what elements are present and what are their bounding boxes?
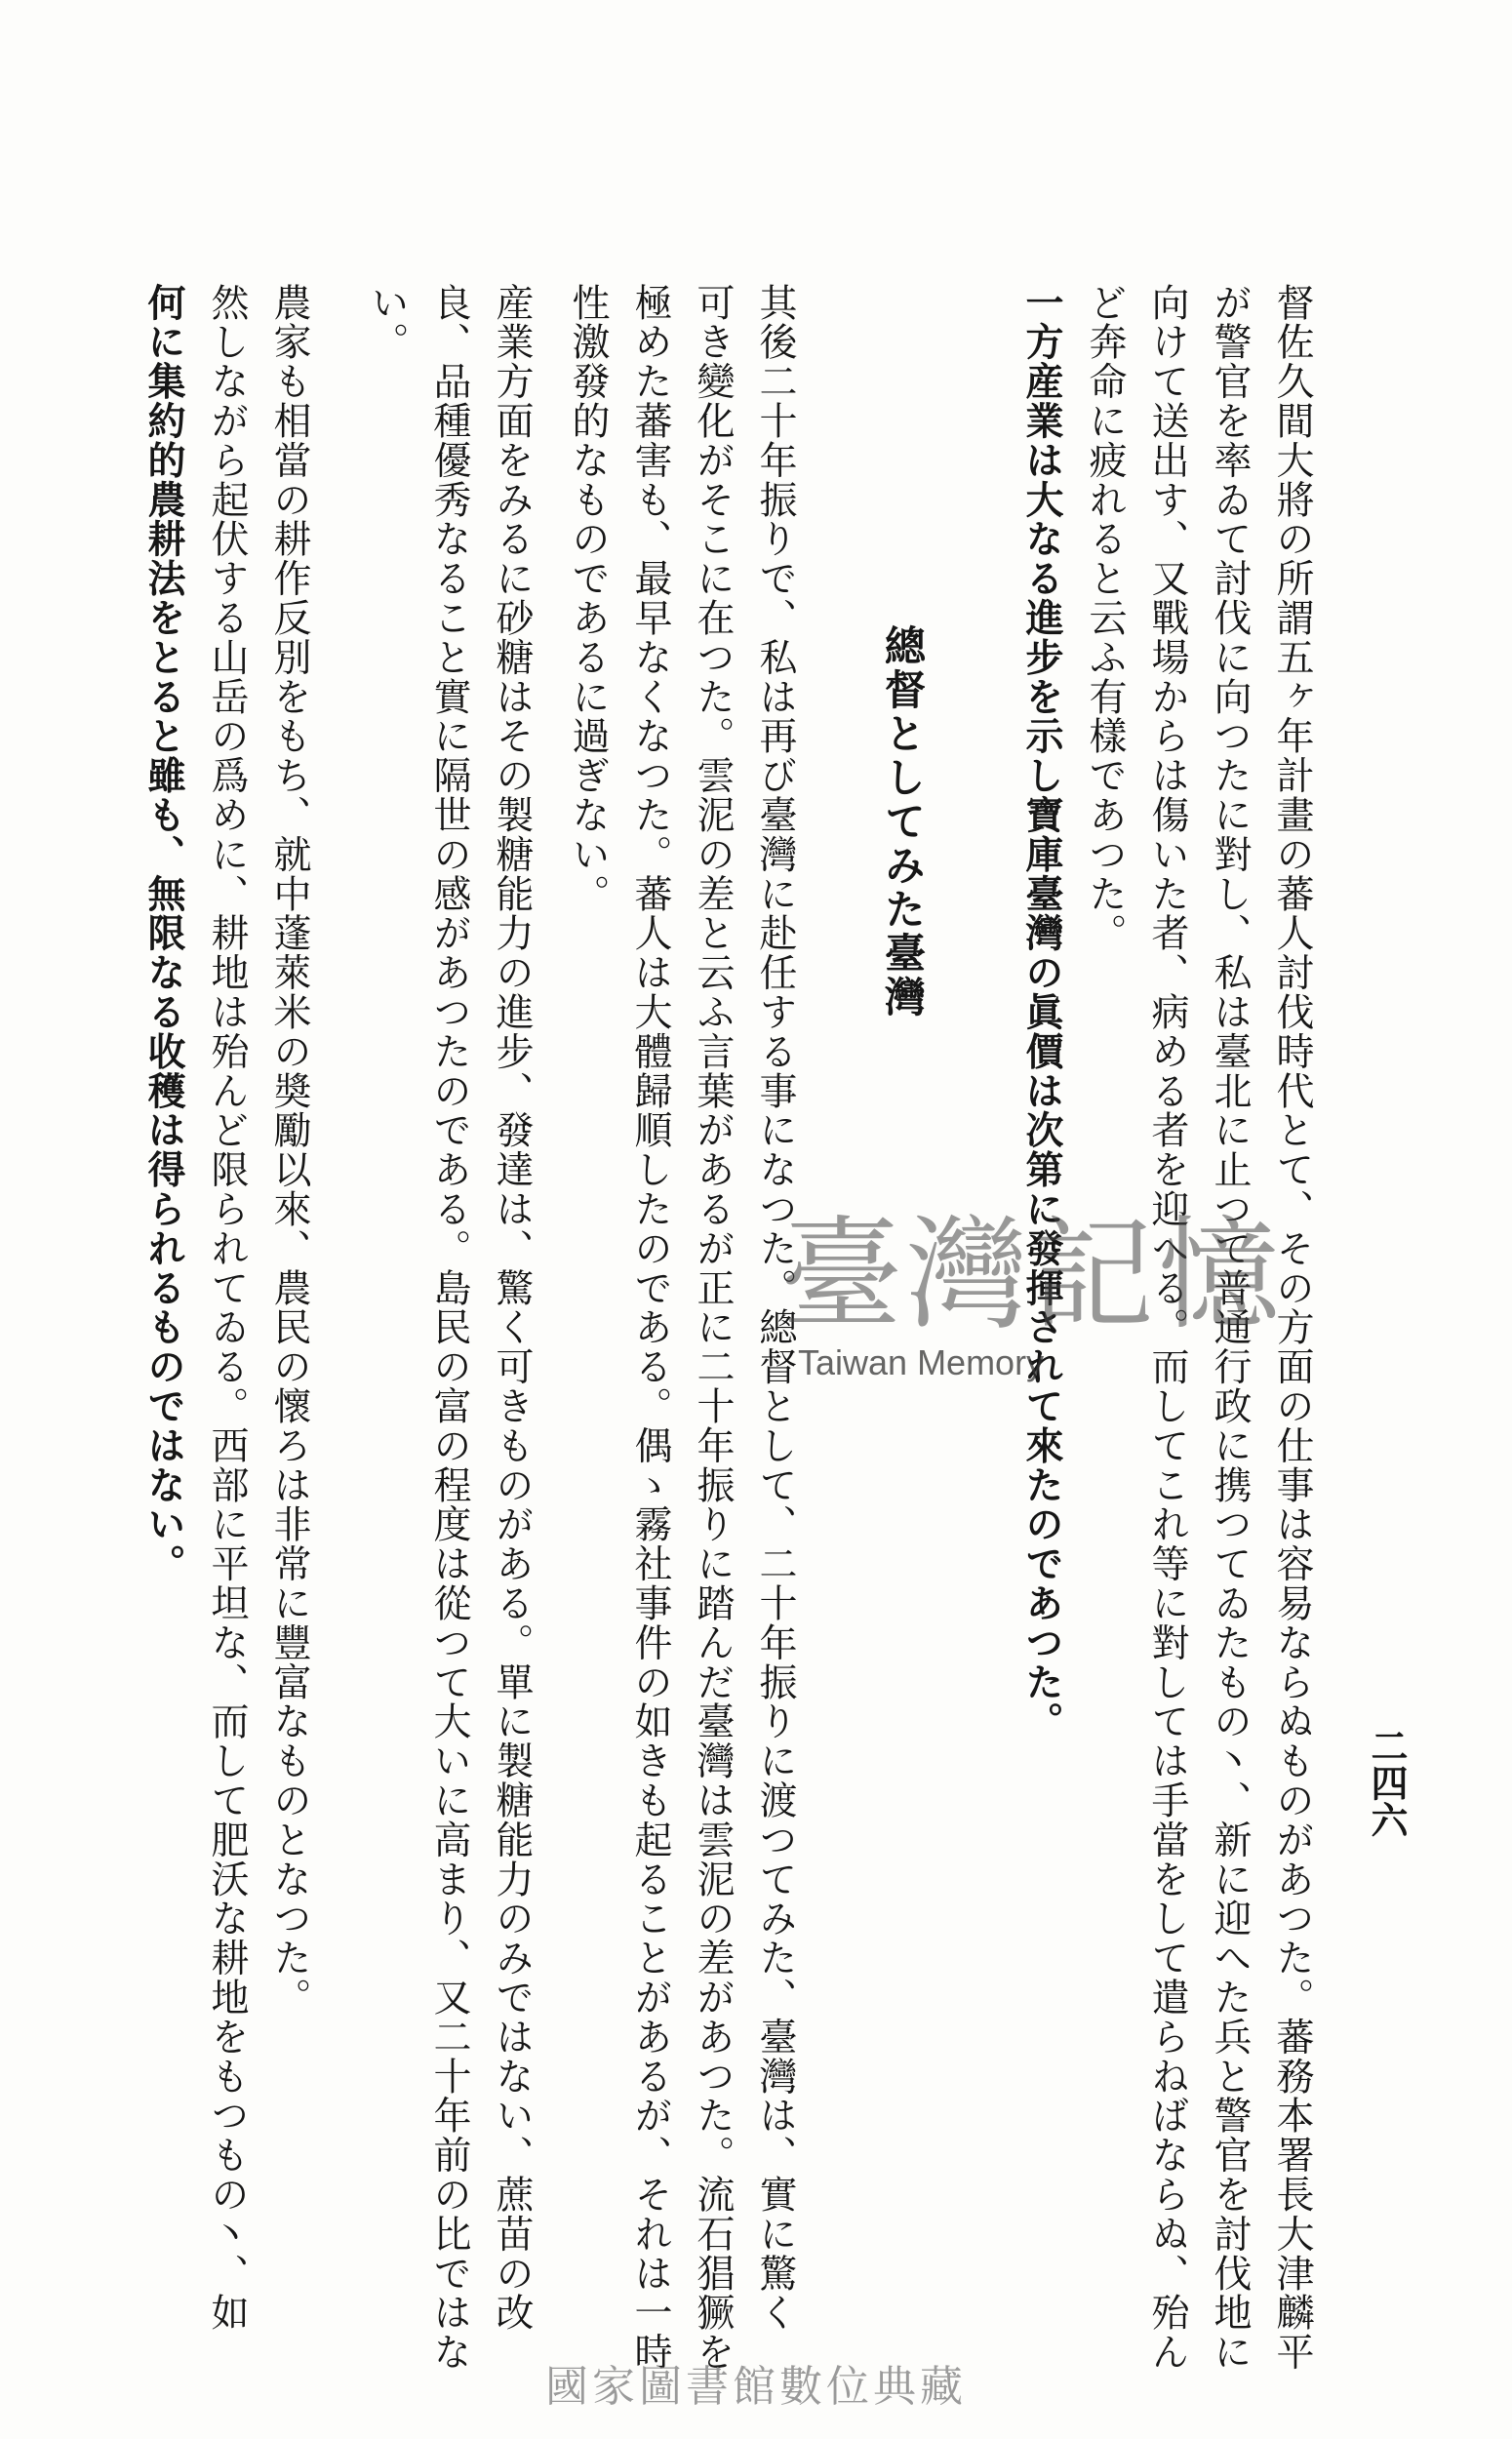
text-column-10: 産業方面をみるに砂糖はその製糖能力の進步、發達は、驚く可きものがある。單に製糖能力のみではない、蔗苗の改 — [490, 283, 534, 2333]
text-column-12: い。 — [365, 283, 409, 362]
text-column-13: 農家も相當の耕作反別をもち、就中蓬萊米の奬勵以來、農民の懷ろは非常に豐富なものとなつた。 — [267, 283, 311, 2018]
text-column-15: 何に集約的農耕法をとると雖も、無限なる收穫は得られるものではない。 — [141, 283, 186, 1584]
text-column-5: 一方産業は大なる進步を示し寶庫臺灣の眞價は次第に發揮されて來たのであつた。 — [1019, 283, 1064, 1741]
text-column-9: 性激發的なものであるに過ぎない。 — [566, 283, 610, 914]
page-number: 二四六 — [1365, 1727, 1409, 1838]
text-column-2: が警官を率ゐて討伐に向つたに對し、私は臺北に止つて普通行政に携つてゐたもの丶、新に迎へた兵と警官を討伐地に — [1208, 283, 1252, 2373]
text-column-14: 然しながら起伏する山岳の爲めに、耕地は殆んど限られてゐる。西部に平坦な、而して肥沃な耕地をもつもの丶、如 — [205, 283, 249, 2333]
watermark-title: 臺灣記憶 — [780, 1205, 1284, 1346]
footer-credit: 國家圖書館數位典藏 — [545, 2362, 967, 2412]
section-heading: 總督としてみた臺灣 — [879, 624, 927, 1020]
text-column-1: 督佐久間大將の所謂五ヶ年計畫の蕃人討伐時代とて、その方面の仕事は容易ならぬものがあつた。蕃務本署長大津麟平 — [1270, 283, 1314, 2373]
text-column-7: 可き變化がそこに在つた。雲泥の差と云ふ言葉があるが正に二十年振りに踏んだ臺灣は雲泥の差があつた。流石猖獗を — [691, 283, 735, 2373]
text-column-4: ど奔命に疲れると云ふ有樣であつた。 — [1083, 283, 1127, 953]
text-column-6: 其後二十年振りで、私は再び臺灣に赴任する事になつた。總督として、二十年振りに渡つてみた、臺灣は、實に驚く — [753, 283, 797, 2333]
text-column-3: 向けて送出す、又戰場からは傷いた者、病める者を迎へる。而してこれ等に對しては手當をして遣らねばならぬ、殆ん — [1145, 283, 1189, 2373]
text-column-11: 良、品種優秀なること實に隔世の感があつたのである。島民の富の程度は從つて大いに高まり、又二十年前の比ではな — [427, 283, 471, 2373]
text-column-8: 極めた蕃害も、最早なくなつた。蕃人は大體歸順したのである。偶ゝ霧社事件の如きも起ることがあるが、それは一時 — [628, 283, 672, 2373]
watermark-subtitle: Taiwan Memory — [798, 1342, 1045, 1382]
